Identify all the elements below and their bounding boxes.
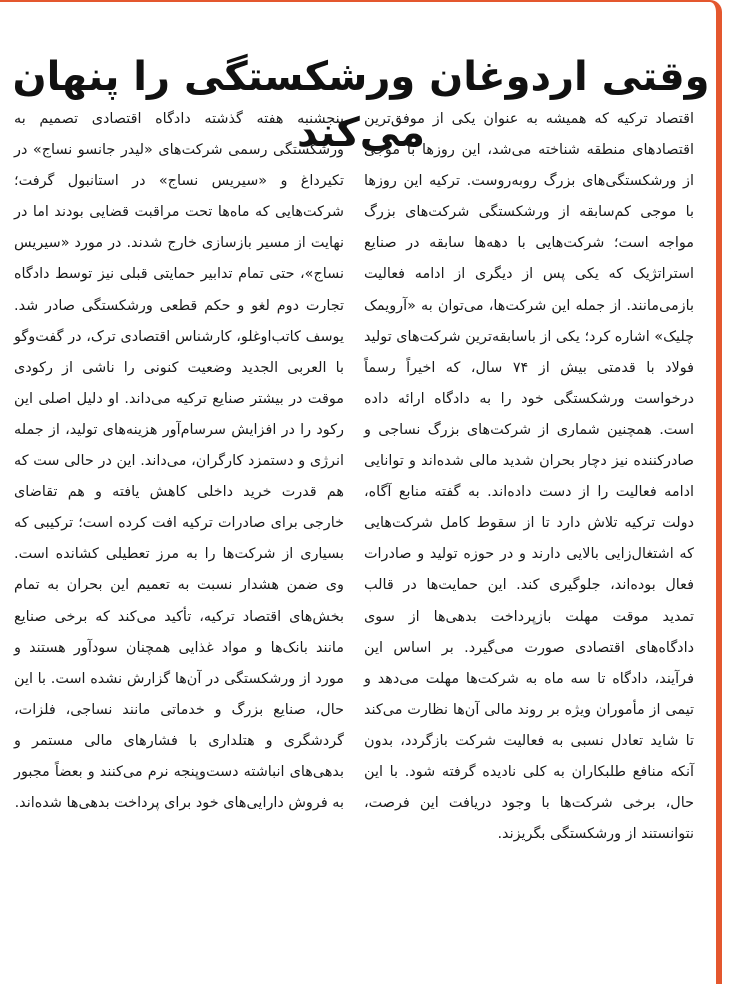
column-right-text: اقتصاد ترکیه که همیشه به عنوان یکی از موفق‌ترین اقتصادهای منطقه شناخته می‌شد، این روزها با موجی از ورشکستگی‌های بزرگ روبه‌روست. ترکیه این روزها با موجی کم‌سابقه از ورشکستگی شرکت‌های بزرگ مواجه است؛ شرکت‌هایی با دهه‌ها سابقه در صنایع استراتژیک که یکی پس از دیگری از ادامه فعالیت بازمی‌مانند. از جمله این شرکت‌ها، می‌توان به «آرویمک چلیک» اشاره کرد؛ یکی از باسابقه‌ترین شرکت‌های تولید فولاد با قدمتی بیش از ۷۴ سال، که اخیراً رسماً درخواست ورشکستگی خود را به دادگاه ارائه داده است. همچنین شماری از شرکت‌های بزرگ نساجی و صادرکننده نیز دچار بحران شدید مالی شده‌اند و توانایی ادامه فعالیت را از دست داده‌اند. به گفته منابع آگاه، دولت ترکیه تلاش دارد تا از سقوط کامل شرکت‌هایی که اشتغال‌زایی بالایی دارند و در حوزه تولید و صادرات فعال بوده‌اند، جلوگیری کند. این حمایت‌ها در قالب تمدید موقت مهلت بازپرداخت بدهی‌ها از سوی دادگاه‌های اقتصادی صورت می‌گیرد. بر اساس این فرآیند، دادگاه تا سه ماه به شرکت‌ها مهلت می‌دهد و تیمی از مأموران ویژه بر روند مالی آن‌ها نظارت می‌کند تا شاید تعادل نسبی به فعالیت شرکت بازگردد، بدون آنکه منافع طلبکاران به کلی نادیده گرفته شود. با این حال، برخی شرکت‌ها با وجود دریافت این فرصت، نتوانستند از ورشکستگی بگریزند. [364, 111, 695, 843]
article-column-left [14, 104, 344, 819]
article-headline: وقتی اردوغان ورشکستگی را پنهان می‌کند [12, 53, 710, 156]
article-column-right [364, 104, 694, 850]
column-left-text: پنجشنبه هفته گذشته دادگاه اقتصادی تصمیم به ورشکستگی رسمی شرکت‌های «لیدر جانسو نساج» در تکیرداغ و «سیریس نساج» در استانبول گرفت؛ شرکت‌هایی که ماه‌ها تحت مراقبت قضایی بودند اما در نهایت از مسیر بازسازی خارج شدند. در مورد «سیریس نساج»، حتی تمام تدابیر حمایتی قبلی نیز توسط دادگاه تجارت دوم لغو و حکم قطعی ورشکستگی صادر شد. یوسف کاتب‌اوغلو، کارشناس اقتصادی ترک، در گفت‌وگو با العربی الجدید وضعیت کنونی را ناشی از رکودی موقت در بیشتر صنایع ترکیه می‌داند. او دلیل اصلی این رکود را در افزایش سرسام‌آور هزینه‌های تولید، از جمله انرژی و دستمزد کارگران، می‌داند. این در حالی ست که هم قدرت خرید داخلی کاهش یافته و هم تقاضای خارجی برای صادرات ترکیه افت کرده است؛ ترکیبی که بسیاری از شرکت‌ها را به مرز تعطیلی کشانده است. وی ضمن هشدار نسبت به تعمیم این بحران به تمام بخش‌های اقتصاد ترکیه، تأکید می‌کند که برخی صنایع مانند بانک‌ها و مواد غذایی همچنان سودآور هستند و مورد از ورشکستگی در آن‌ها گزارش نشده است. با این حال، صنایع بزرگ و خدماتی مانند نساجی، فلزات، گردشگری و هتلداری با فشارهای مالی مستمر و بدهی‌های انباشته دست‌وپنجه نرم می‌کنند و بعضاً مجبور به فروش دارایی‌های خود برای پرداخت بدهی‌ها شده‌اند. [14, 111, 344, 812]
